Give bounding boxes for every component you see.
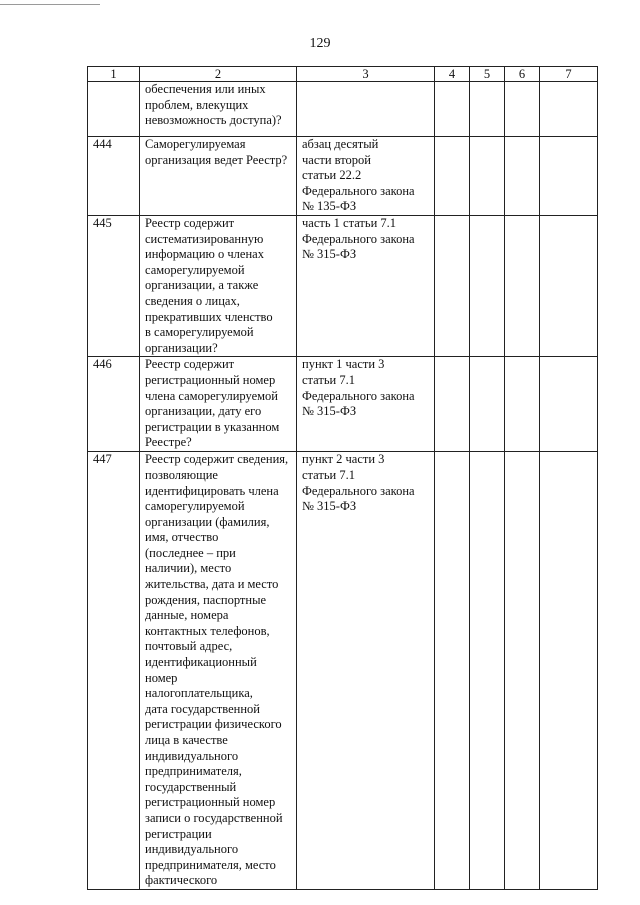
column-header: 5: [470, 67, 505, 82]
question-line: организации (фамилия,: [145, 514, 270, 529]
answer-cell: [435, 215, 470, 356]
question-line: саморегулируемой: [145, 262, 245, 277]
answer-cell: [470, 452, 505, 890]
table-row: [88, 82, 598, 137]
reference-line: абзац десятый: [302, 137, 379, 151]
question-line: Реестр содержит сведения,: [145, 452, 289, 467]
question-line: регистрационный номер: [145, 795, 276, 810]
answer-cell: [540, 215, 598, 356]
reference-line: пункт 2 части 3: [302, 452, 385, 467]
question-line: саморегулируемой: [145, 499, 245, 514]
question-line: предпринимателя,: [145, 764, 242, 779]
reference-line: часть 1 статьи 7.1: [302, 215, 397, 230]
question-line: сведения о лицах,: [145, 293, 240, 308]
answer-cell: [470, 137, 505, 216]
question-line: невозможность доступа)?: [145, 113, 282, 128]
item-number: 446: [88, 357, 140, 452]
question-line: систематизированную: [145, 231, 264, 246]
checklist-table: [87, 66, 598, 890]
question-line: позволяющие: [145, 467, 218, 482]
question-cell: [140, 452, 297, 890]
question-line: лица в качестве: [145, 733, 228, 747]
table-body: [88, 82, 598, 890]
legal-reference-cell: [297, 357, 435, 452]
question-line: налогоплательщика,: [145, 686, 253, 701]
table-row: [88, 215, 598, 356]
column-header: 4: [435, 67, 470, 82]
answer-cell: [505, 452, 540, 890]
question-line: наличии), место: [145, 561, 232, 576]
question-line: идентифицировать члена: [145, 483, 279, 498]
legal-reference-cell: [297, 452, 435, 890]
question-line: Реестр содержит: [145, 215, 235, 230]
question-line: индивидуального: [145, 748, 239, 763]
table-row: [88, 357, 598, 452]
reference-line: № 315-ФЗ: [302, 247, 357, 262]
answer-cell: [505, 82, 540, 137]
question-line: номер: [145, 670, 178, 685]
legal-reference-cell: [297, 215, 435, 356]
question-line: регистрации физического: [145, 717, 282, 732]
question-line: проблем, влекущих: [145, 97, 249, 112]
answer-cell: [470, 82, 505, 137]
question-line: в саморегулируемой: [145, 325, 254, 340]
answer-cell: [470, 357, 505, 452]
column-header: 3: [297, 67, 435, 82]
answer-cell: [435, 452, 470, 890]
question-cell: [140, 357, 297, 452]
answer-cell: [540, 452, 598, 890]
answer-cell: [540, 137, 598, 216]
question-cell: [140, 137, 297, 216]
question-line: члена саморегулируемой: [145, 388, 278, 403]
reference-line: № 315-ФЗ: [302, 499, 357, 514]
item-number: 444: [88, 137, 140, 216]
question-line: обеспечения или иных: [145, 82, 266, 96]
question-line: организация ведет Реестр?: [145, 152, 288, 167]
question-line: предпринимателя, место: [145, 857, 276, 872]
question-line: идентификационный: [145, 655, 257, 670]
question-line: организации?: [145, 340, 218, 355]
question-line: регистрационный номер: [145, 372, 276, 387]
answer-cell: [540, 357, 598, 452]
question-line: индивидуального: [145, 842, 239, 857]
reference-line: части второй: [302, 152, 371, 167]
question-line: Реестре?: [145, 435, 192, 450]
reference-line: статьи 22.2: [302, 168, 362, 183]
reference-line: № 135-ФЗ: [302, 199, 357, 214]
answer-cell: [435, 137, 470, 216]
question-line: прекративших членство: [145, 309, 273, 324]
column-header: 1: [88, 67, 140, 82]
question-line: данные, номера: [145, 608, 229, 623]
question-line: Реестр содержит: [145, 357, 235, 372]
answer-cell: [435, 357, 470, 452]
reference-line: № 315-ФЗ: [302, 404, 357, 419]
item-number: 445: [88, 215, 140, 356]
question-line: организации, дату его: [145, 404, 262, 419]
reference-line: Федерального закона: [302, 388, 415, 403]
legal-reference-cell: [297, 82, 435, 137]
reference-line: Федерального закона: [302, 483, 415, 498]
scan-edge-mark: [0, 4, 100, 5]
answer-cell: [435, 82, 470, 137]
question-cell: [140, 215, 297, 356]
page-number: 129: [309, 36, 331, 51]
reference-line: пункт 1 части 3: [302, 357, 385, 372]
legal-reference-cell: [297, 137, 435, 216]
column-header: 2: [140, 67, 297, 82]
answer-cell: [470, 215, 505, 356]
question-line: государственный: [145, 779, 237, 794]
table-row: [88, 452, 598, 890]
table-row: [88, 137, 598, 216]
reference-line: статьи 7.1: [302, 372, 355, 387]
question-line: регистрации: [145, 826, 212, 841]
question-line: жительства, дата и место: [145, 577, 279, 592]
question-line: организации, а также: [145, 278, 259, 293]
header-row: [88, 67, 598, 82]
question-line: записи о государственной: [145, 810, 283, 825]
reference-line: Федерального закона: [302, 231, 415, 246]
question-line: (последнее – при: [145, 545, 236, 560]
column-header: 7: [540, 67, 598, 82]
question-cell: [140, 82, 297, 137]
question-line: фактического: [145, 873, 218, 888]
question-line: Саморегулируемая: [145, 137, 246, 151]
item-number: 447: [88, 452, 140, 890]
reference-line: Федерального закона: [302, 183, 415, 198]
question-line: регистрации в указанном: [145, 419, 280, 434]
question-line: почтовый адрес,: [145, 639, 233, 654]
reference-line: статьи 7.1: [302, 467, 355, 482]
question-line: контактных телефонов,: [145, 623, 270, 638]
column-header: 6: [505, 67, 540, 82]
answer-cell: [505, 215, 540, 356]
answer-cell: [505, 357, 540, 452]
answer-cell: [540, 82, 598, 137]
question-line: рождения, паспортные: [145, 592, 267, 607]
question-line: имя, отчество: [145, 530, 219, 545]
question-line: дата государственной: [145, 701, 260, 716]
answer-cell: [505, 137, 540, 216]
question-line: информацию о членах: [145, 247, 264, 262]
item-number: [88, 82, 140, 137]
